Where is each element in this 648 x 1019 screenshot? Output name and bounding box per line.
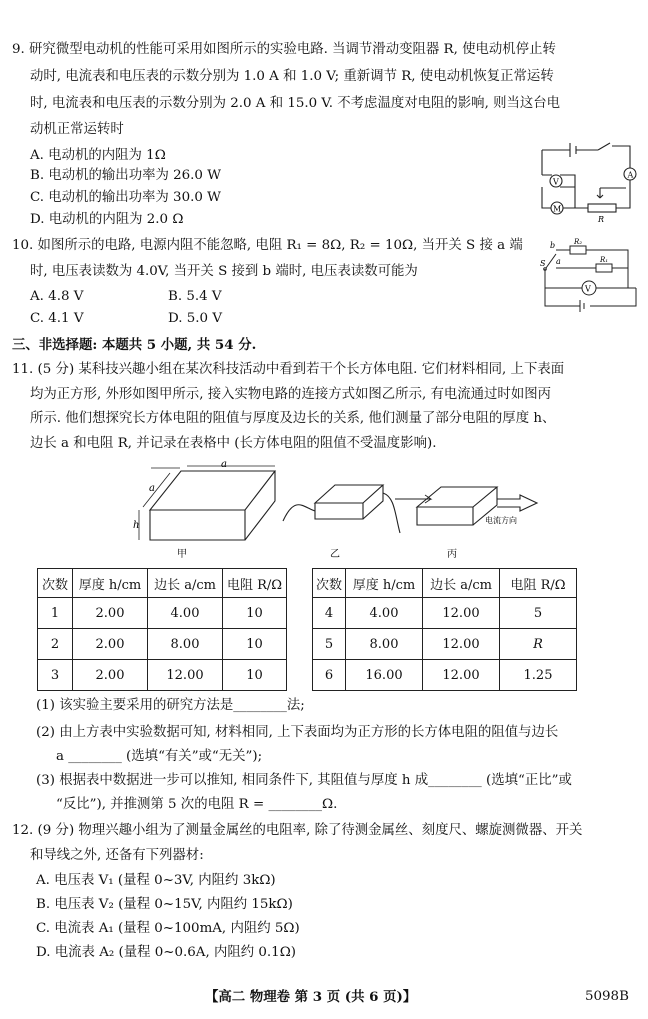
table-header-cell: 次数	[313, 569, 346, 598]
table-header-row	[38, 569, 287, 598]
q10-option-c: C. 4.1 V	[30, 311, 84, 326]
q10-circuit-figure	[540, 236, 644, 316]
section-3-heading: 三、非选择题: 本题共 5 小题, 共 54 分.	[12, 337, 257, 353]
table-cell: 2.00	[73, 598, 148, 629]
table-header-cell: 边长 a/cm	[423, 569, 500, 598]
table-cell: R	[500, 629, 577, 660]
q11-sub-3: (3) 根据表中数据进一步可以推知, 相同条件下, 其阻值与厚度 h 成________ (选填“正比”或	[36, 773, 572, 788]
q11-figure-yi	[283, 485, 400, 533]
q12-option-c: C. 电流表 A₁ (量程 0~100mA, 内阻约 5Ω)	[36, 921, 300, 936]
table-header-cell: 厚度 h/cm	[346, 569, 423, 598]
q9-stem-4: 动机正常运转时	[30, 122, 124, 137]
table-row	[38, 660, 287, 691]
q11-caption-bing: 丙	[447, 549, 457, 560]
q11-stem-3: 所示. 他们想探究长方体电阻的阻值与厚度及边长的关系, 他们测量了部分电阻的厚度 h、	[30, 411, 556, 426]
table-header-row	[313, 569, 577, 598]
table-cell: 12.00	[423, 660, 500, 691]
table-cell: 1	[38, 598, 73, 629]
q10-option-d: D. 5.0 V	[168, 311, 222, 326]
q12-stem-1: 12. (9 分) 物理兴趣小组为了测量金属丝的电阻率, 除了待测金属丝、刻度尺、螺旋测微器、开关	[12, 823, 583, 838]
table-cell: 12.00	[148, 660, 223, 691]
q9-option-c: C. 电动机的输出功率为 30.0 W	[30, 190, 221, 205]
table-cell: 8.00	[346, 629, 423, 660]
table-row	[313, 660, 577, 691]
page-footer: 【高二 物理卷 第 3 页 (共 6 页)】	[205, 989, 417, 1005]
table-header-cell: 次数	[38, 569, 73, 598]
table-cell: 4.00	[346, 598, 423, 629]
q10-terminal-a: a	[556, 257, 561, 266]
table-header-cell: 电阻 R/Ω	[223, 569, 287, 598]
q10-option-b: B. 5.4 V	[168, 289, 222, 304]
table-row	[313, 629, 577, 660]
q11-label-a-top: a	[221, 459, 227, 470]
table-row	[313, 598, 577, 629]
q12-option-b: B. 电压表 V₂ (量程 0~15V, 内阻约 15kΩ)	[36, 897, 293, 912]
q11-sub-3-cont: “反比”), 并推测第 5 次的电阻 R = ________Ω.	[56, 797, 338, 812]
table-cell: 3	[38, 660, 73, 691]
q10-stem-1: 10. 如图所示的电路, 电源内阻不能忽略, 电阻 R₁ = 8Ω, R₂ = 10Ω, 当开关 S 接 a 端	[12, 238, 523, 253]
q11-caption-jia: 甲	[177, 549, 187, 560]
q11-figures	[125, 455, 565, 563]
table-cell: 16.00	[346, 660, 423, 691]
table-row	[38, 598, 287, 629]
q11-current-direction-label: 电流方向	[485, 516, 517, 525]
table-cell: 10	[223, 598, 287, 629]
table-header-cell: 厚度 h/cm	[73, 569, 148, 598]
table-cell: 12.00	[423, 629, 500, 660]
table-cell: 4.00	[148, 598, 223, 629]
q9-option-d: D. 电动机的内阻为 2.0 Ω	[30, 212, 184, 227]
q11-stem-4: 边长 a 和电阻 R, 并记录在表格中 (长方体电阻的阻值不受温度影响).	[30, 436, 437, 451]
table-cell: 10	[223, 660, 287, 691]
q11-label-h: h	[133, 520, 140, 531]
q11-figure-jia	[139, 466, 275, 540]
q9-motor-label: M	[553, 204, 562, 214]
q11-caption-yi: 乙	[330, 549, 340, 560]
q10-stem-2: 时, 电压表读数为 4.0V, 当开关 S 接到 b 端时, 电压表读数可能为	[30, 264, 418, 279]
table-cell: 8.00	[148, 629, 223, 660]
q11-stem-1: 11. (5 分) 某科技兴趣小组在某次科技活动中看到若干个长方体电阻. 它们材料相同, 上下表面	[12, 362, 565, 377]
q11-sub-1: (1) 该实验主要采用的研究方法是________法;	[36, 698, 305, 713]
q9-ammeter-label: A	[627, 170, 634, 180]
q11-table-right	[312, 568, 577, 691]
q10-r2-label: R₂	[574, 238, 583, 246]
q11-label-a-side: a	[149, 483, 155, 494]
table-cell: 1.25	[500, 660, 577, 691]
q10-r1-label: R₁	[600, 256, 609, 264]
table-header-cell: 电阻 R/Ω	[500, 569, 577, 598]
table-header-cell: 边长 a/cm	[148, 569, 223, 598]
q9-stem-2: 动时, 电流表和电压表的示数分别为 1.0 A 和 1.0 V; 重新调节 R, 使电动机恢复正常运转	[30, 69, 554, 84]
q9-option-a: A. 电动机的内阻为 1Ω	[30, 148, 166, 163]
table-cell: 5	[313, 629, 346, 660]
q10-switch-label: S	[540, 259, 546, 268]
q9-stem-3: 时, 电流表和电压表的示数分别为 2.0 A 和 15.0 V. 不考虑温度对电阻的影响, 则当这台电	[30, 96, 561, 111]
q11-stem-2: 均为正方形, 外形如图甲所示, 接入实物电路的连接方式如图乙所示, 有电流通过时如图丙	[30, 387, 551, 402]
q10-terminal-b: b	[550, 241, 556, 250]
q12-option-d: D. 电流表 A₂ (量程 0~0.6A, 内阻约 0.1Ω)	[36, 945, 297, 960]
table-cell: 6	[313, 660, 346, 691]
table-cell: 4	[313, 598, 346, 629]
paper-code: 5098B	[585, 989, 629, 1004]
q9-voltmeter-label: V	[553, 177, 559, 187]
q9-stem-1: 9. 研究微型电动机的性能可采用如图所示的实验电路. 当调节滑动变阻器 R, 使电动机停止转	[12, 42, 556, 57]
q12-stem-2: 和导线之外, 还备有下列器材:	[30, 848, 204, 863]
table-cell: 2.00	[73, 629, 148, 660]
table-cell: 12.00	[423, 598, 500, 629]
q10-option-a: A. 4.8 V	[30, 289, 84, 304]
table-row	[38, 629, 287, 660]
table-cell: 2	[38, 629, 73, 660]
table-cell: 5	[500, 598, 577, 629]
q9-option-b: B. 电动机的输出功率为 26.0 W	[30, 168, 221, 183]
table-cell: 2.00	[73, 660, 148, 691]
q11-sub-2-cont: a ________ (选填“有关”或“无关”);	[56, 749, 263, 764]
q9-circuit-figure	[530, 140, 640, 230]
q12-option-a: A. 电压表 V₁ (量程 0~3V, 内阻约 3kΩ)	[36, 873, 276, 888]
q10-voltmeter-label: V	[585, 284, 591, 294]
table-cell: 10	[223, 629, 287, 660]
q11-sub-2: (2) 由上方表中实验数据可知, 材料相同, 上下表面均为正方形的长方体电阻的阻值与边长	[36, 725, 559, 740]
q9-rheostat-label: R	[598, 215, 605, 224]
q11-table-left	[37, 568, 287, 691]
